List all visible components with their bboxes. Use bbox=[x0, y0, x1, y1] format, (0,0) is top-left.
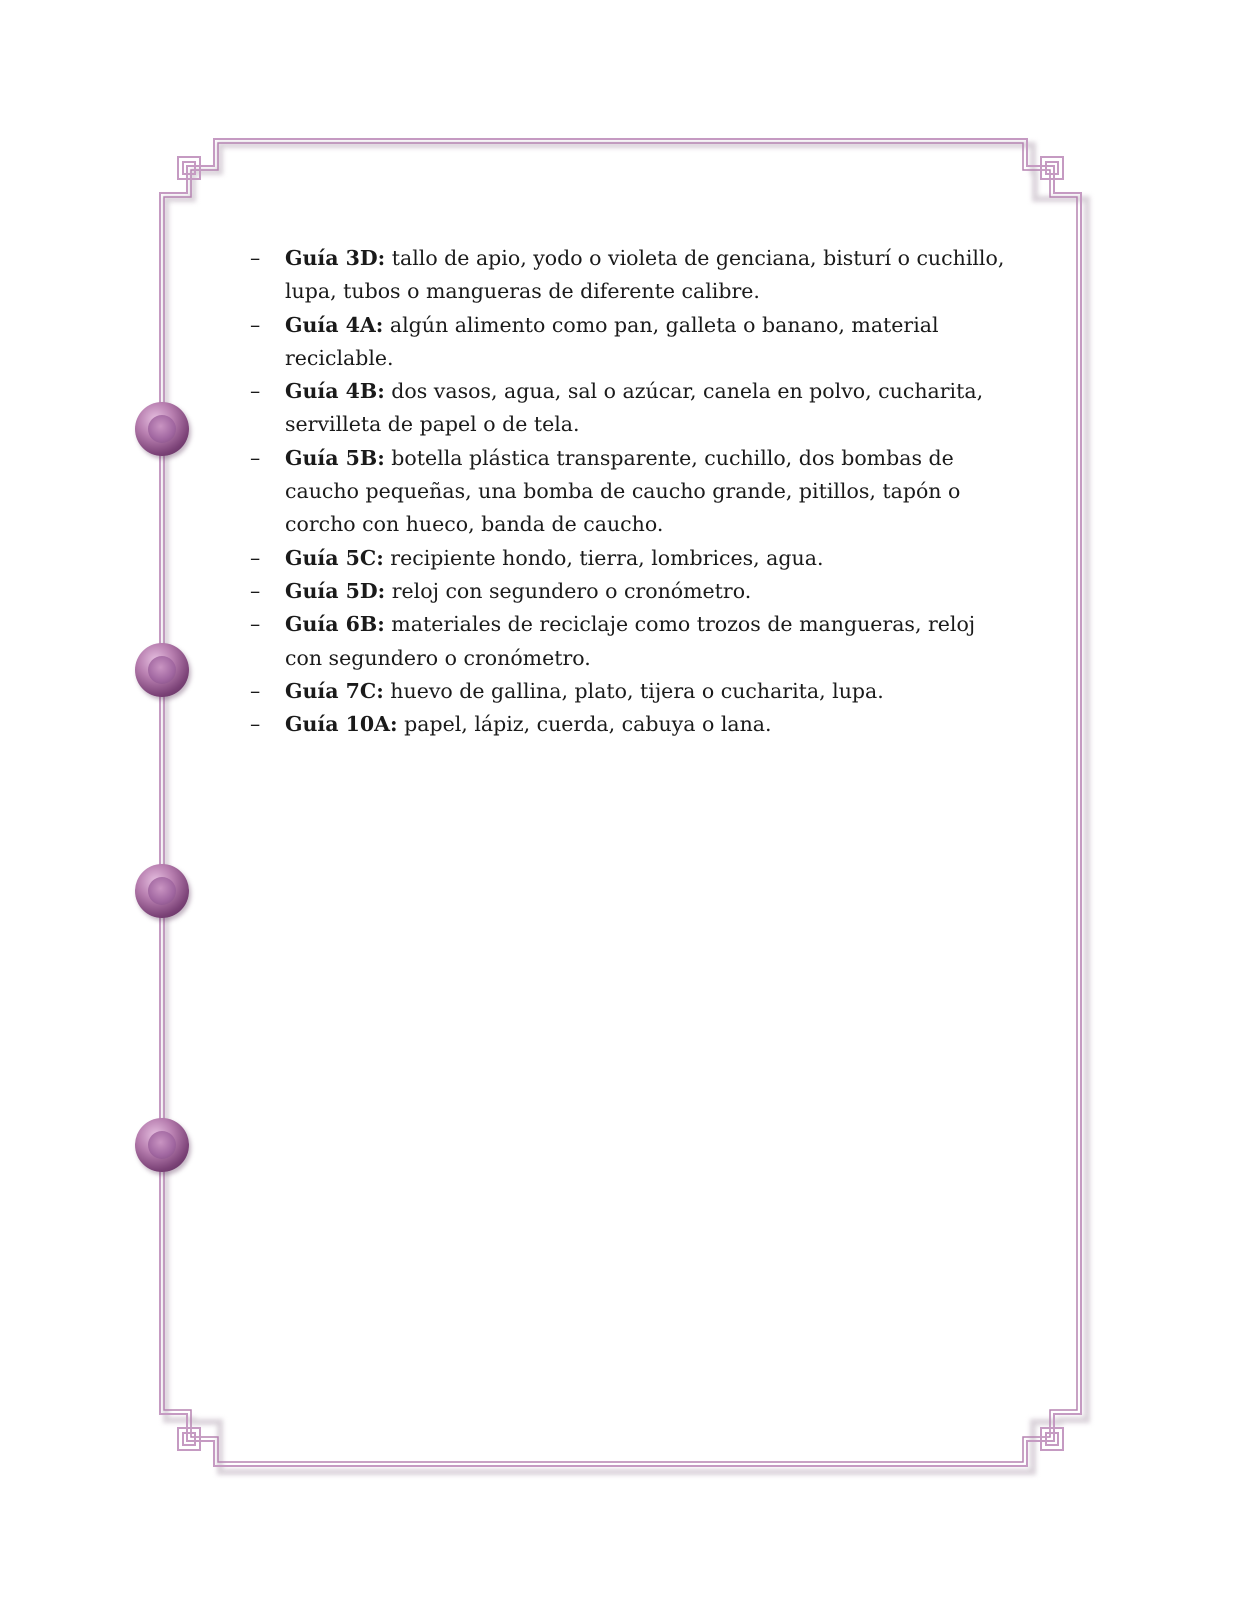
bead-ornament-1 bbox=[135, 402, 189, 456]
bead-ornament-4 bbox=[135, 1118, 189, 1172]
list-item bbox=[250, 608, 1010, 675]
list-bullet: – bbox=[250, 445, 261, 470]
guide-term: Guía 5B: bbox=[285, 445, 385, 470]
guide-term: Guía 4A: bbox=[285, 312, 384, 337]
list-item bbox=[250, 542, 1010, 575]
guide-term: Guía 5C: bbox=[285, 545, 384, 570]
guide-materials: algún alimento como pan, galleta o banano, material reciclable. bbox=[285, 312, 939, 370]
list-bullet: – bbox=[250, 379, 261, 404]
guide-materials: dos vasos, agua, sal o azúcar, canela en polvo, cucharita, servilleta de papel o de tela. bbox=[285, 379, 984, 437]
list-item bbox=[250, 309, 1010, 376]
list-bullet: – bbox=[250, 545, 261, 570]
corner-knot-top-right bbox=[1041, 157, 1063, 179]
list-bullet: – bbox=[250, 612, 261, 637]
guide-term: Guía 6B: bbox=[285, 612, 385, 637]
corner-knot-top-left bbox=[178, 157, 200, 179]
guide-materials: reloj con segundero o cronómetro. bbox=[385, 578, 752, 603]
guide-materials: papel, lápiz, cuerda, cabuya o lana. bbox=[397, 712, 772, 737]
guide-term: Guía 10A: bbox=[285, 712, 398, 737]
list-bullet: – bbox=[250, 678, 261, 703]
list-item bbox=[250, 242, 1010, 309]
guide-term: Guía 4B: bbox=[285, 379, 385, 404]
list-bullet: – bbox=[250, 312, 261, 337]
guide-term: Guía 3D: bbox=[285, 246, 386, 270]
list-bullet: – bbox=[250, 578, 261, 603]
list-item bbox=[250, 708, 1010, 741]
list-bullet: – bbox=[250, 712, 261, 737]
corner-knot-bottom-left bbox=[178, 1428, 200, 1450]
guide-materials: tallo de apio, yodo o violeta de genciana, bisturí o cuchillo, lupa, tubos o mangueras de diferente calibre. bbox=[285, 246, 1005, 304]
guide-materials: materiales de reciclaje como trozos de mangueras, reloj con segundero o cronómetro. bbox=[285, 612, 976, 670]
materials-list bbox=[250, 242, 1010, 741]
list-bullet: – bbox=[250, 246, 261, 270]
list-item bbox=[250, 675, 1010, 708]
guide-term: Guía 7C: bbox=[285, 678, 384, 703]
guide-term: Guía 5D: bbox=[285, 578, 386, 603]
guide-materials: recipiente hondo, tierra, lombrices, agua. bbox=[383, 545, 824, 570]
list-item bbox=[250, 375, 1010, 442]
guide-materials: botella plástica transparente, cuchillo, dos bombas de caucho pequeñas, una bomba de caucho grande, pitillos, tapón o corcho con hueco, banda de caucho. bbox=[285, 445, 961, 537]
bead-ornament-2 bbox=[135, 643, 189, 697]
guide-materials: huevo de gallina, plato, tijera o cucharita, lupa. bbox=[383, 678, 884, 703]
bead-ornament-3 bbox=[135, 864, 189, 918]
list-item bbox=[250, 575, 1010, 608]
list-item bbox=[250, 442, 1010, 542]
corner-knot-bottom-right bbox=[1041, 1428, 1063, 1450]
